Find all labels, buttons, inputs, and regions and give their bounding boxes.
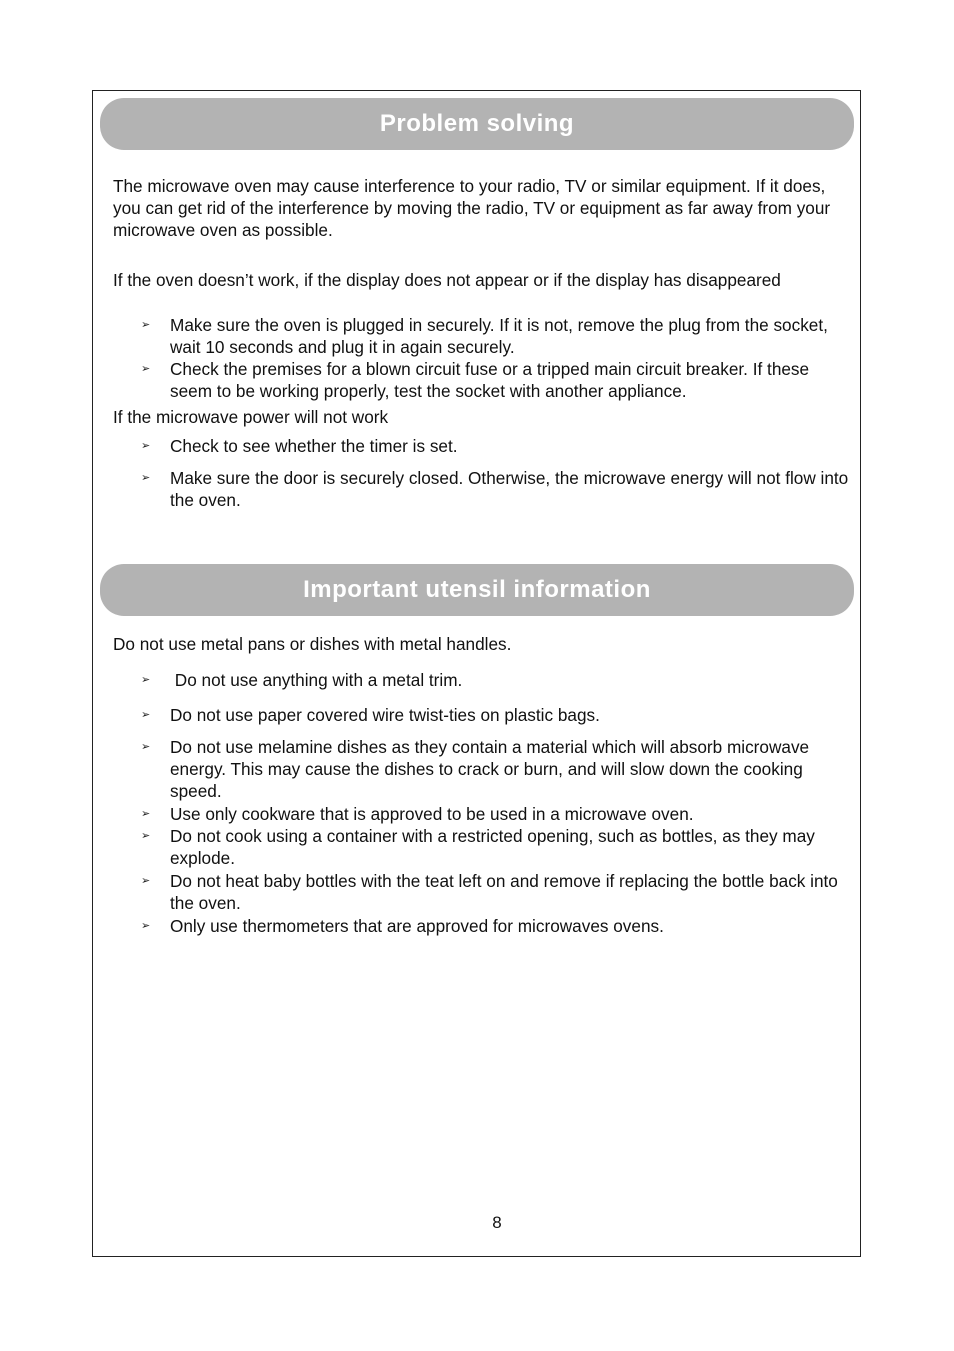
arrow-bullet-icon: ➢	[141, 674, 151, 686]
list-item	[141, 467, 855, 511]
power-heading: If the microwave power will not work	[113, 407, 389, 427]
arrow-bullet-icon: ➢	[141, 920, 151, 932]
arrow-bullet-icon: ➢	[141, 472, 151, 484]
section-title-problem-solving: Problem solving	[100, 98, 854, 150]
utensils-intro: Do not use metal pans or dishes with metal handles.	[113, 634, 512, 654]
list-item-text: Only use thermometers that are approved for microwaves ovens.	[170, 916, 664, 936]
list-item-text: Do not use paper covered wire twist-ties on plastic bags.	[170, 705, 600, 725]
section-title-utensils: Important utensil information	[100, 564, 854, 616]
list-item	[141, 736, 855, 802]
list-item	[141, 915, 855, 937]
list-item-text: Check to see whether the timer is set.	[170, 436, 458, 456]
list-item	[141, 803, 855, 825]
list-item	[141, 870, 855, 914]
arrow-bullet-icon: ➢	[141, 363, 151, 375]
arrow-bullet-icon: ➢	[141, 875, 151, 887]
list-item	[141, 825, 855, 869]
list-item	[141, 704, 855, 726]
arrow-bullet-icon: ➢	[141, 709, 151, 721]
arrow-bullet-icon: ➢	[141, 319, 151, 331]
arrow-bullet-icon: ➢	[141, 741, 151, 753]
list-item-text: Do not heat baby bottles with the teat left on and remove if replacing the bottle back into the oven.	[170, 871, 838, 913]
list-item-text: Make sure the door is securely closed. Otherwise, the microwave energy will not flow into the oven.	[170, 468, 849, 510]
list-item-text: Use only cookware that is approved to be used in a microwave oven.	[170, 804, 694, 824]
page-number: 8	[492, 1213, 502, 1232]
list-item-text: Do not cook using a container with a restricted opening, such as bottles, as they may explode.	[170, 826, 815, 868]
list-item-text: Make sure the oven is plugged in securely. If it is not, remove the plug from the socket, wait 10 seconds and plug it in again securely.	[170, 315, 828, 357]
list-item	[141, 358, 855, 402]
list-item	[141, 669, 855, 691]
list-item-text: Do not use anything with a metal trim.	[170, 670, 463, 690]
list-item-text: Do not use melamine dishes as they contain a material which will absorb microwave energy. This may cause the dishes to crack or burn, and will slow down the cooking speed.	[170, 737, 810, 801]
list-item-text: Check the premises for a blown circuit fuse or a tripped main circuit breaker. If these seem to be working properly, test the socket with another appliance.	[170, 359, 810, 401]
list-item	[141, 435, 855, 457]
interference-paragraph: The microwave oven may cause interference to your radio, TV or similar equipment. If it does, you can get rid of the interference by moving the radio, TV or equipment as far away from your microwave oven as possible.	[113, 176, 831, 240]
no-work-heading: If the oven doesn’t work, if the display does not appear or if the display has disappeared	[113, 270, 781, 290]
arrow-bullet-icon: ➢	[141, 440, 151, 452]
arrow-bullet-icon: ➢	[141, 830, 151, 842]
arrow-bullet-icon: ➢	[141, 808, 151, 820]
list-item	[141, 314, 855, 358]
